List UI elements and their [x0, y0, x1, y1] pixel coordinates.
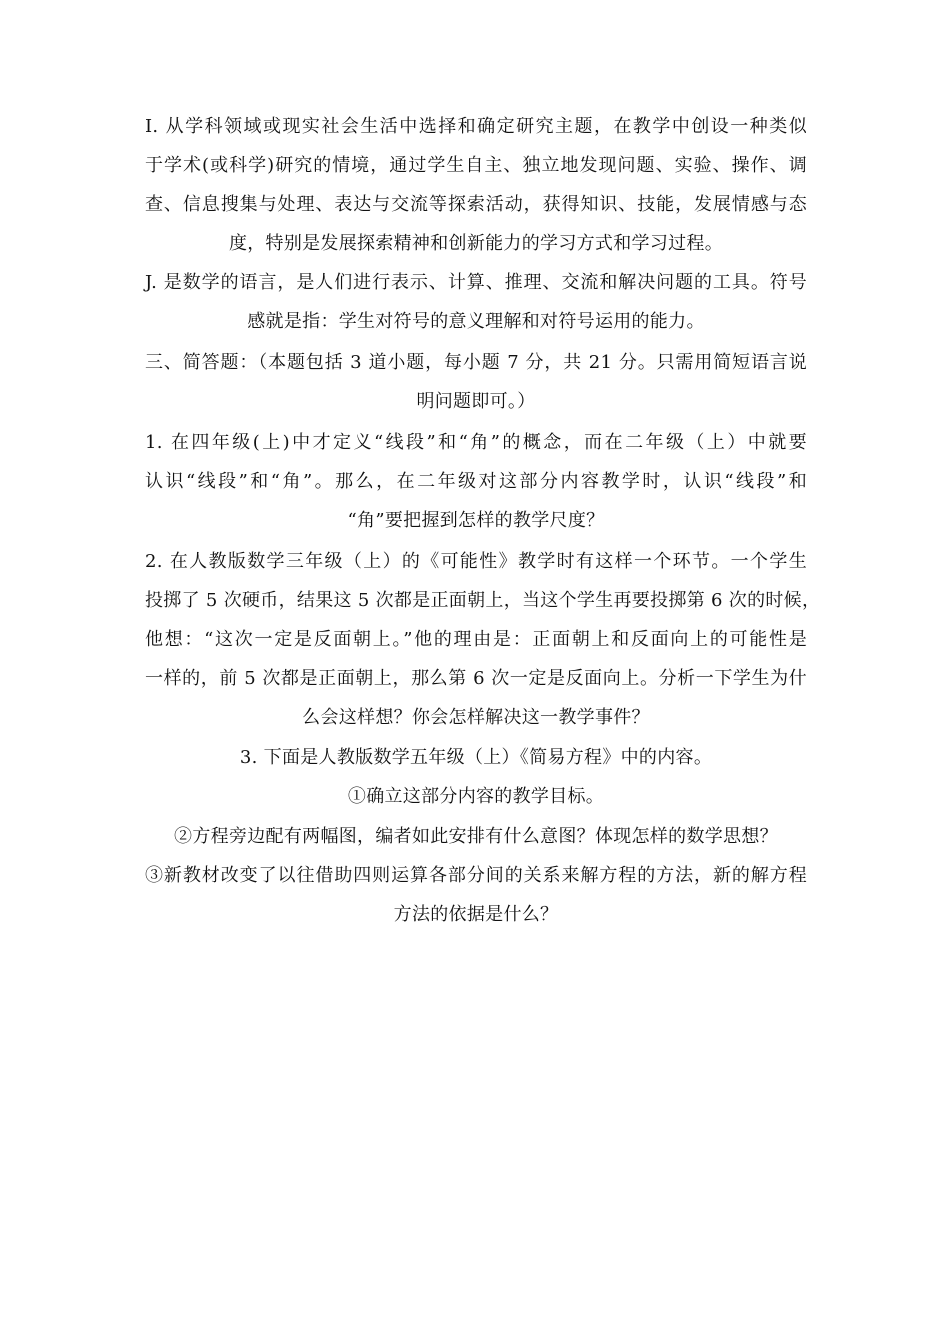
sub-item-3-line: 方法的依据是什么？: [393, 904, 559, 925]
definition-j: [145, 263, 807, 341]
sub-item-1-line: ①确立这部分内容的教学目标。: [347, 786, 605, 807]
question-3-line: 3. 下面是人教版数学五年级（上）《简易方程》中的内容。: [239, 747, 713, 768]
sub-item-3-line: ③新教材改变了以往借助四则运算各部分间的关系来解方程的方法，新的解方程: [145, 865, 807, 886]
question-3: [145, 738, 807, 777]
question-2: [145, 542, 821, 737]
definition-j-line: J. 是数学的语言，是人们进行表示、计算、推理、交流和解决问题的工具。符号: [145, 272, 807, 293]
question-1-line: 1. 在四年级(上)中才定义“线段”和“角”的概念，而在二年级（上）中就要: [145, 432, 807, 453]
definition-i-line: 于学术(或科学)研究的情境，通过学生自主、独立地发现问题、实验、操作、调: [145, 155, 807, 176]
sub-item-2: [145, 817, 807, 856]
sub-item-1: [145, 777, 807, 816]
definition-i-line: I. 从学科领域或现实社会生活中选择和确定研究主题，在教学中创设一种类似: [145, 116, 807, 137]
sub-item-3: [145, 856, 807, 934]
question-2-line: 2. 在人教版数学三年级（上）的《可能性》教学时有这样一个环节。一个学生: [145, 551, 807, 572]
question-2-line: 么会这样想？你会怎样解决这一教学事件？: [302, 707, 650, 728]
section-three-heading: [145, 343, 807, 421]
section-three-line: 明问题即可。）: [416, 391, 536, 412]
definition-i-line: 度，特别是发展探索精神和创新能力的学习方式和学习过程。: [228, 233, 724, 254]
question-2-line: 一样的，前 5 次都是正面朝上，那么第 6 次一定是反面向上。分析一下学生为什: [145, 668, 807, 689]
section-three-line: 三、简答题：（本题包括 3 道小题，每小题 7 分，共 21 分。只需用简短语言说: [145, 352, 807, 373]
definition-i-line: 查、信息搜集与处理、表达与交流等探索活动，获得知识、技能，发展情感与态: [145, 194, 807, 215]
question-1-line: “角”要把握到怎样的教学尺度？: [347, 510, 605, 531]
question-2-line: 投掷了 5 次硬币，结果这 5 次都是正面朝上，当这个学生再要投掷第 6 次的时候，: [145, 590, 821, 611]
question-1-line: 认识“线段”和“角”。那么，在二年级对这部分内容教学时，认识“线段”和: [145, 471, 807, 492]
sub-item-2-line: ②方程旁边配有两幅图，编者如此安排有什么意图？体现怎样的数学思想？: [174, 826, 778, 847]
definition-i: [145, 107, 807, 263]
question-2-line: 他想：“这次一定是反面朝上。”他的理由是：正面朝上和反面向上的可能性是: [145, 629, 807, 650]
question-1: [145, 423, 807, 540]
definition-j-line: 感就是指：学生对符号的意义理解和对符号运用的能力。: [247, 311, 705, 332]
